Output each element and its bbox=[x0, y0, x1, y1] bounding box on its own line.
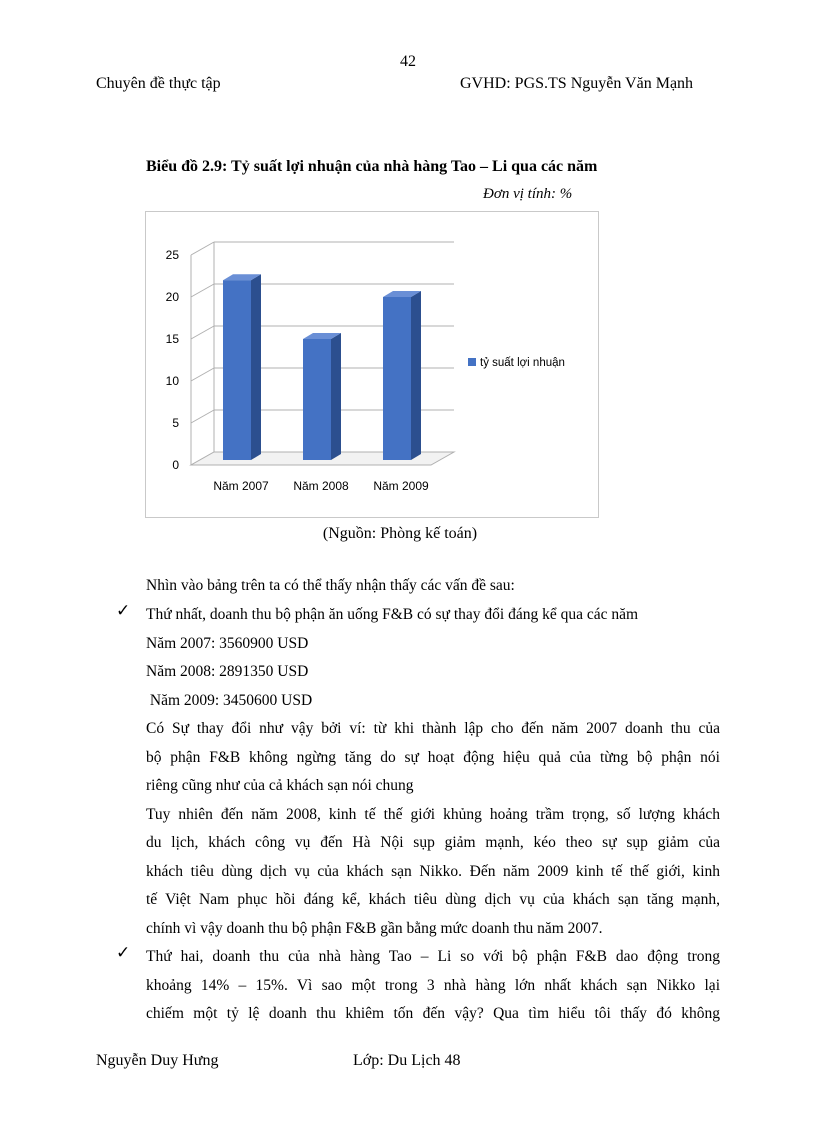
bullet2-line-1: Thứ hai, doanh thu của nhà hàng Tao – Li so với bộ phận F&B dao động trong bbox=[146, 948, 720, 965]
bullet2-line-3: chiếm một tỷ lệ doanh thu khiêm tốn đến vậy? Qua tìm hiểu tôi thấy đó không bbox=[146, 1005, 720, 1022]
p2-line-3: khách tiêu dùng dịch vụ của khách sạn Nikko. Đến năm 2009 kinh tế thế giới, kinh bbox=[146, 863, 720, 880]
figure-source: (Nguồn: Phòng kế toán) bbox=[322, 525, 478, 542]
gridline-depth bbox=[191, 326, 214, 339]
check-icon: ✓ bbox=[116, 601, 131, 620]
header-right: GVHD: PGS.TS Nguyễn Văn Mạnh bbox=[460, 75, 694, 92]
bar-chart bbox=[146, 212, 598, 517]
y-tick-label: 5 bbox=[172, 416, 179, 430]
y-tick-label: 10 bbox=[165, 374, 179, 388]
x-tick-label: Năm 2007 bbox=[213, 479, 269, 493]
y-tick-label: 20 bbox=[165, 290, 179, 304]
y-tick-label: 0 bbox=[172, 458, 179, 472]
p2-line-2: du lịch, khách công vụ đến Hà Nội sụp giảm mạnh, kéo theo sự sụp giảm của bbox=[146, 834, 720, 851]
bar bbox=[223, 280, 251, 460]
footer-author: Nguyễn Duy Hưng bbox=[96, 1052, 219, 1069]
bar-side bbox=[251, 274, 261, 460]
bullet1-heading: Thứ nhất, doanh thu bộ phận ăn uống F&B có sự thay đổi đáng kể qua các năm bbox=[146, 606, 639, 623]
p2-line-5: chính vì vậy doanh thu bộ phận F&B gần bằng mức doanh thu năm 2007. bbox=[146, 920, 603, 937]
p2-line-4: tế Việt Nam phục hồi đáng kể, khách tiêu dùng dịch vụ của khách sạn tăng mạnh, bbox=[146, 891, 720, 908]
y-tick-label: 15 bbox=[165, 332, 179, 346]
p1-line-3: riêng cũng như của cả khách sạn nói chung bbox=[146, 777, 414, 794]
x-tick-label: Năm 2009 bbox=[373, 479, 429, 493]
page-number: 42 bbox=[400, 53, 416, 70]
intro-paragraph: Nhìn vào bảng trên ta có thể thấy nhận thấy các vấn đề sau: bbox=[146, 577, 515, 594]
p2-line-1: Tuy nhiên đến năm 2008, kinh tế thế giới khủng hoảng trầm trọng, số lượng khách bbox=[146, 806, 720, 823]
legend-swatch bbox=[468, 358, 476, 366]
bar-side bbox=[331, 333, 341, 460]
figure-title: Biểu đồ 2.9: Tỷ suất lợi nhuận của nhà hàng Tao – Li qua các năm bbox=[146, 158, 598, 175]
p1-line-2: bộ phận F&B không ngừng tăng do sự hoạt động hiệu quả của từng bộ phận nói bbox=[146, 749, 720, 766]
check-icon: ✓ bbox=[116, 943, 131, 962]
footer-class: Lớp: Du Lịch 48 bbox=[353, 1052, 461, 1069]
chart-container bbox=[145, 211, 599, 518]
revenue-2007: Năm 2007: 3560900 USD bbox=[146, 635, 309, 652]
bar bbox=[303, 339, 331, 460]
x-tick-label: Năm 2008 bbox=[293, 479, 349, 493]
gridline-depth bbox=[191, 368, 214, 381]
gridline-depth bbox=[191, 242, 214, 255]
bullet2-line-2: khoảng 14% – 15%. Vì sao một trong 3 nhà hàng lớn nhất khách sạn Nikko lại bbox=[146, 977, 720, 994]
gridline-depth bbox=[191, 284, 214, 297]
bar-side bbox=[411, 291, 421, 460]
header-left: Chuyên đề thực tập bbox=[96, 75, 221, 92]
p1-line-1: Có Sự thay đổi như vậy bởi ví: từ khi thành lập cho đến năm 2007 doanh thu của bbox=[146, 720, 720, 737]
revenue-2008: Năm 2008: 2891350 USD bbox=[146, 663, 309, 680]
figure-unit: Đơn vị tính: % bbox=[483, 186, 573, 202]
bar bbox=[383, 297, 411, 460]
y-tick-label: 25 bbox=[165, 248, 179, 262]
revenue-2009: Năm 2009: 3450600 USD bbox=[146, 692, 313, 709]
legend-label: tỷ suất lợi nhuận bbox=[480, 357, 565, 369]
gridline-depth bbox=[191, 410, 214, 423]
